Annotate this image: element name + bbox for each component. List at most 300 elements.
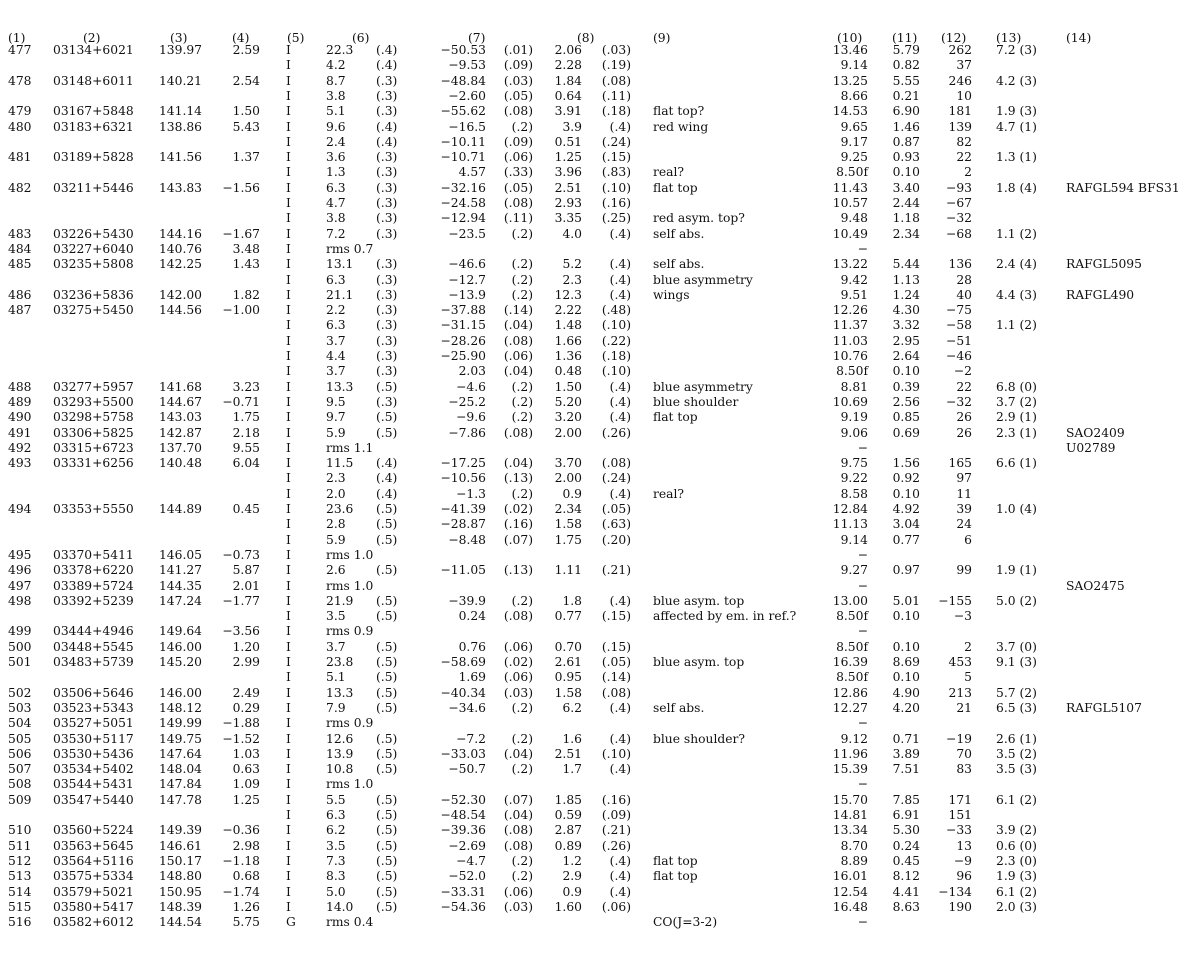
- cell-source-number: 486: [8, 287, 32, 302]
- cell-tmb-error: (.5): [376, 853, 398, 868]
- cell-luminosity: 1.8 (4): [996, 180, 1037, 195]
- cell-galactic-lat: 1.37: [232, 150, 260, 165]
- cell-velocity-value: −11.05: [440, 563, 486, 578]
- col-8-header: (8): [577, 31, 595, 45]
- cell-galactic-lon: 140.48: [158, 456, 202, 471]
- cell-height: −67: [946, 196, 972, 210]
- cell-tmb-value: 2.3: [326, 471, 346, 486]
- cell-remark: blue asymmetry: [653, 272, 753, 287]
- cell-tmb-error: (.5): [376, 639, 398, 654]
- cell-velocity-error: (.2): [511, 394, 533, 409]
- col-2-header: (2): [83, 31, 101, 45]
- cell-width-error: (.05): [601, 502, 631, 516]
- cell-tmb-value: 5.9: [326, 532, 346, 547]
- cell-galactic-lat: 5.75: [232, 915, 260, 930]
- cell-width-value: 2.00: [554, 471, 582, 486]
- cell-survey-flag: I: [286, 853, 291, 868]
- cell-survey-flag: I: [286, 165, 291, 180]
- cell-width-value: 0.89: [554, 838, 582, 853]
- cell-distance: 9.06: [840, 425, 868, 440]
- cell-distance: 16.39: [832, 655, 868, 669]
- cell-galactic-lat: 0.29: [232, 700, 260, 715]
- table-row: [0, 394, 1200, 410]
- cell-tmb-value: rms 0.4: [326, 915, 374, 930]
- cell-tmb-value: 11.5: [326, 456, 354, 471]
- cell-width-error: (.22): [601, 333, 631, 348]
- cell-distance: 13.22: [832, 257, 868, 272]
- cell-source-number: 493: [8, 456, 32, 471]
- cell-iras-name: 03353+5550: [53, 502, 134, 516]
- cell-remark: red asym. top?: [653, 211, 745, 226]
- cell-galactic-lat: 1.50: [232, 104, 260, 119]
- cell-width-value: 2.51: [554, 180, 582, 195]
- cell-velocity-error: (.05): [503, 180, 533, 195]
- cell-width-error: (.26): [601, 425, 631, 440]
- cell-width-error: (.4): [609, 884, 631, 899]
- cell-velocity-error: (.2): [511, 869, 533, 884]
- cell-width-value: 0.9: [562, 884, 582, 899]
- cell-distance: 11.03: [832, 333, 868, 348]
- cell-galactic-lat: 1.25: [232, 792, 260, 807]
- cell-galactocentric: 5.01: [892, 593, 920, 608]
- cell-height: 37: [956, 58, 972, 73]
- cell-survey-flag: I: [286, 700, 291, 715]
- cell-width-error: (.18): [601, 349, 631, 363]
- cell-galactic-lon: 145.20: [158, 655, 202, 669]
- cell-tmb-error: (.3): [376, 226, 398, 241]
- cell-velocity-value: −48.54: [440, 808, 486, 822]
- cell-velocity-value: −2.60: [448, 88, 486, 103]
- cell-velocity-error: (.11): [503, 211, 533, 226]
- cell-survey-flag: I: [286, 471, 291, 486]
- cell-distance: 8.58: [840, 486, 868, 501]
- table-row: [0, 838, 1200, 854]
- cell-galactic-lon: 147.24: [158, 593, 202, 608]
- cell-survey-flag: I: [286, 364, 291, 379]
- cell-velocity-error: (.06): [503, 670, 533, 685]
- cell-luminosity: 1.0 (4): [996, 502, 1037, 516]
- table-row: [0, 578, 1200, 594]
- cell-galactocentric: 1.46: [892, 119, 920, 134]
- cell-height: 165: [948, 456, 972, 471]
- cell-distance: 13.00: [832, 593, 868, 608]
- cell-alt-name: RAFGL5095: [1066, 257, 1142, 272]
- cell-iras-name: 03227+6040: [53, 241, 134, 256]
- cell-alt-name: SAO2409: [1066, 425, 1125, 440]
- cell-velocity-value: −54.36: [440, 899, 486, 914]
- cell-iras-name: 03134+6021: [53, 43, 134, 57]
- cell-tmb-value: 3.5: [326, 609, 346, 624]
- cell-iras-name: 03277+5957: [53, 379, 134, 394]
- cell-width-value: 0.64: [554, 88, 582, 103]
- col-7-header: (7): [468, 31, 486, 45]
- cell-velocity-error: (.14): [503, 303, 533, 318]
- cell-iras-name: 03293+5500: [53, 394, 134, 409]
- cell-velocity-value: 0.24: [458, 609, 486, 624]
- cell-tmb-error: (.4): [376, 58, 398, 73]
- cell-width-value: 0.9: [562, 486, 582, 501]
- cell-survey-flag: I: [286, 43, 291, 57]
- cell-tmb-error: (.3): [376, 257, 398, 272]
- cell-remark: self abs.: [653, 226, 705, 241]
- table-row: [0, 149, 1200, 165]
- cell-velocity-error: (.13): [503, 471, 533, 486]
- cell-height: −2: [953, 364, 972, 379]
- cell-remark: blue shoulder?: [653, 731, 746, 746]
- cell-galactocentric: 0.10: [892, 609, 920, 624]
- cell-source-number: 491: [8, 425, 32, 440]
- col-6-header: (6): [352, 31, 370, 45]
- cell-remark: flat top: [653, 180, 698, 195]
- cell-source-number: 489: [8, 394, 32, 409]
- cell-galactocentric: 5.30: [892, 823, 920, 838]
- cell-distance: 16.01: [832, 869, 868, 884]
- cell-height: 139: [948, 119, 972, 134]
- cell-galactic-lon: 141.27: [158, 563, 202, 578]
- table-row: [0, 379, 1200, 395]
- cell-height: −68: [946, 226, 972, 241]
- cell-luminosity: 6.1 (2): [996, 792, 1037, 807]
- cell-tmb-value: 3.5: [326, 838, 346, 853]
- cell-tmb-error: (.4): [376, 43, 398, 57]
- cell-source-number: 511: [8, 838, 32, 853]
- cell-velocity-value: −39.9: [448, 593, 486, 608]
- cell-width-error: (.15): [601, 639, 631, 654]
- cell-distance: 8.89: [840, 853, 868, 868]
- cell-galactic-lat: 9.55: [232, 440, 260, 455]
- cell-velocity-error: (.04): [503, 364, 533, 379]
- cell-iras-name: 03306+5825: [53, 425, 134, 440]
- table-row: [0, 57, 1200, 73]
- table-row: [0, 700, 1200, 716]
- cell-galactic-lat: 1.75: [232, 410, 260, 425]
- cell-galactocentric: 0.92: [892, 471, 920, 486]
- cell-height: 22: [956, 379, 972, 394]
- cell-galactic-lat: 0.68: [232, 869, 260, 884]
- cell-galactocentric: 5.55: [892, 73, 920, 88]
- table-row: [0, 884, 1200, 900]
- cell-galactic-lat: −3.56: [222, 624, 260, 639]
- cell-velocity-error: (.08): [503, 425, 533, 440]
- cell-galactocentric: 2.64: [892, 349, 920, 363]
- cell-width-value: 1.66: [554, 333, 582, 348]
- cell-distance: 9.19: [840, 410, 868, 425]
- cell-height: 5: [964, 670, 972, 685]
- cell-remark: flat top: [653, 869, 698, 884]
- cell-tmb-value: 9.6: [326, 119, 346, 134]
- cell-source-number: 498: [8, 593, 32, 608]
- cell-tmb-error: (.5): [376, 884, 398, 899]
- cell-velocity-error: (.08): [503, 823, 533, 838]
- cell-tmb-value: rms 1.1: [326, 440, 374, 455]
- cell-luminosity: 2.3 (0): [996, 853, 1037, 868]
- cell-tmb-error: (.3): [376, 303, 398, 318]
- cell-galactic-lon: 149.39: [158, 823, 202, 838]
- cell-source-number: 485: [8, 257, 32, 272]
- cell-galactocentric: 0.10: [892, 670, 920, 685]
- cell-tmb-error: (.5): [376, 655, 398, 669]
- cell-distance: 12.84: [832, 502, 868, 516]
- cell-tmb-value: 3.7: [326, 364, 346, 379]
- cell-survey-flag: I: [286, 716, 291, 731]
- cell-luminosity: 4.7 (1): [996, 119, 1037, 134]
- cell-iras-name: 03275+5450: [53, 303, 134, 318]
- cell-width-value: 3.91: [554, 104, 582, 119]
- cell-velocity-error: (.2): [511, 762, 533, 777]
- cell-distance: 9.65: [840, 119, 868, 134]
- cell-remark: real?: [653, 486, 685, 501]
- table-row: [0, 226, 1200, 242]
- cell-survey-flag: I: [286, 639, 291, 654]
- cell-velocity-value: −48.84: [440, 73, 486, 88]
- cell-tmb-error: (.4): [376, 471, 398, 486]
- cell-width-value: 0.95: [554, 670, 582, 685]
- cell-distance: 12.26: [832, 303, 868, 318]
- cell-survey-flag: I: [286, 226, 291, 241]
- cell-iras-name: 03298+5758: [53, 410, 134, 425]
- cell-velocity-error: (.08): [503, 609, 533, 624]
- table-row: [0, 425, 1200, 441]
- cell-tmb-value: rms 1.0: [326, 578, 374, 593]
- cell-galactocentric: 2.95: [892, 333, 920, 348]
- cell-luminosity: 3.7 (2): [996, 394, 1037, 409]
- cell-tmb-value: 2.8: [326, 517, 346, 532]
- cell-galactic-lon: 142.87: [158, 425, 202, 440]
- cell-width-error: (.08): [601, 456, 631, 471]
- cell-tmb-value: rms 0.7: [326, 241, 374, 256]
- table-row: [0, 822, 1200, 838]
- cell-tmb-value: 2.4: [326, 134, 346, 149]
- cell-width-value: 1.58: [554, 685, 582, 700]
- cell-iras-name: 03315+6723: [53, 440, 134, 455]
- cell-tmb-error: (.5): [376, 808, 398, 822]
- cell-tmb-value: 6.3: [326, 318, 346, 333]
- cell-height: 213: [948, 685, 972, 700]
- cell-velocity-value: −33.03: [440, 746, 486, 761]
- col-1-header: (1): [8, 31, 26, 45]
- cell-galactocentric: 0.93: [892, 150, 920, 165]
- cell-galactocentric: 1.18: [892, 211, 920, 226]
- cell-survey-flag: I: [286, 425, 291, 440]
- cell-tmb-value: 8.7: [326, 73, 346, 88]
- cell-galactic-lon: 146.00: [158, 639, 202, 654]
- cell-galactic-lon: 147.78: [158, 792, 202, 807]
- cell-tmb-value: 10.8: [326, 762, 354, 777]
- cell-iras-name: 03560+5224: [53, 823, 134, 838]
- table-row: [0, 807, 1200, 823]
- cell-galactic-lat: 1.26: [232, 899, 260, 914]
- cell-tmb-error: (.5): [376, 700, 398, 715]
- cell-velocity-error: (.06): [503, 639, 533, 654]
- cell-remark: red wing: [653, 119, 709, 134]
- cell-survey-flag: I: [286, 73, 291, 88]
- cell-iras-name: 03235+5808: [53, 257, 134, 272]
- cell-tmb-error: (.5): [376, 532, 398, 547]
- cell-galactic-lon: 144.54: [158, 915, 202, 930]
- cell-tmb-value: 12.6: [326, 731, 354, 746]
- cell-tmb-value: 5.0: [326, 884, 346, 899]
- cell-width-error: (.14): [601, 670, 631, 685]
- cell-galactic-lon: 147.64: [158, 746, 202, 761]
- cell-height: −134: [938, 884, 972, 899]
- cell-width-value: 2.28: [554, 58, 582, 73]
- cell-tmb-error: (.4): [376, 119, 398, 134]
- cell-velocity-error: (.04): [503, 456, 533, 471]
- cell-source-number: 490: [8, 410, 32, 425]
- cell-tmb-error: (.5): [376, 746, 398, 761]
- table-row: [0, 685, 1200, 701]
- cell-luminosity: 2.6 (1): [996, 731, 1037, 746]
- table-row: [0, 409, 1200, 425]
- table-row: [0, 547, 1200, 563]
- cell-tmb-error: (.3): [376, 349, 398, 363]
- table-row: [0, 272, 1200, 288]
- cell-width-error: (.4): [609, 700, 631, 715]
- cell-tmb-error: (.3): [376, 394, 398, 409]
- cell-iras-name: 03189+5828: [53, 150, 134, 165]
- cell-width-value: 1.7: [562, 762, 582, 777]
- cell-galactocentric: 0.10: [892, 486, 920, 501]
- cell-distance: 8.70: [840, 838, 868, 853]
- cell-velocity-value: −55.62: [440, 104, 486, 119]
- cell-tmb-error: (.3): [376, 165, 398, 180]
- cell-luminosity: 6.1 (2): [996, 884, 1037, 899]
- cell-velocity-value: −2.69: [448, 838, 486, 853]
- cell-galactic-lon: 137.70: [158, 440, 202, 455]
- cell-luminosity: 5.0 (2): [996, 593, 1037, 608]
- cell-height: −58: [946, 318, 972, 333]
- table-row: [0, 470, 1200, 486]
- table-row: [0, 623, 1200, 639]
- cell-galactic-lon: 144.56: [158, 303, 202, 318]
- cell-distance: 9.12: [840, 731, 868, 746]
- cell-survey-flag: I: [286, 88, 291, 103]
- cell-survey-flag: I: [286, 257, 291, 272]
- cell-galactocentric: 6.91: [892, 808, 920, 822]
- cell-distance: 11.96: [832, 746, 868, 761]
- cell-tmb-error: (.5): [376, 502, 398, 516]
- cell-iras-name: 03226+5430: [53, 226, 134, 241]
- cell-tmb-value: 3.8: [326, 211, 346, 226]
- cell-survey-flag: I: [286, 318, 291, 333]
- cell-width-error: (.03): [601, 43, 631, 57]
- cell-width-value: 1.75: [554, 532, 582, 547]
- cell-source-number: 515: [8, 899, 32, 914]
- cell-survey-flag: I: [286, 272, 291, 287]
- cell-luminosity: 9.1 (3): [996, 655, 1037, 669]
- cell-tmb-error: (.3): [376, 287, 398, 302]
- cell-source-number: 495: [8, 547, 32, 562]
- cell-distance: 16.48: [832, 899, 868, 914]
- cell-source-number: 494: [8, 502, 32, 516]
- table-row: [0, 853, 1200, 869]
- cell-survey-flag: I: [286, 777, 291, 792]
- cell-width-error: (.19): [601, 58, 631, 73]
- cell-galactic-lon: 138.86: [158, 119, 202, 134]
- table-row: [0, 348, 1200, 364]
- cell-width-error: (.10): [601, 746, 631, 761]
- cell-width-error: (.4): [609, 119, 631, 134]
- cell-width-error: (.08): [601, 685, 631, 700]
- cell-velocity-value: −37.88: [440, 303, 486, 318]
- cell-width-error: (.16): [601, 196, 631, 210]
- cell-width-value: 2.51: [554, 746, 582, 761]
- cell-survey-flag: I: [286, 792, 291, 807]
- cell-velocity-error: (.09): [503, 134, 533, 149]
- cell-galactic-lon: 149.64: [158, 624, 202, 639]
- cell-galactic-lon: 141.14: [158, 104, 202, 119]
- cell-tmb-error: (.4): [376, 486, 398, 501]
- cell-galactic-lon: 146.00: [158, 685, 202, 700]
- table-row: [0, 669, 1200, 685]
- cell-source-number: 500: [8, 639, 32, 654]
- cell-velocity-error: (.06): [503, 150, 533, 165]
- cell-galactic-lon: 144.35: [158, 578, 202, 593]
- cell-galactocentric: 5.44: [892, 257, 920, 272]
- cell-tmb-error: (.5): [376, 792, 398, 807]
- cell-galactic-lon: 150.95: [158, 884, 202, 899]
- cell-height: 190: [948, 899, 972, 914]
- cell-galactocentric: 4.30: [892, 303, 920, 318]
- cell-galactic-lat: −1.77: [222, 593, 260, 608]
- cell-source-number: 496: [8, 563, 32, 578]
- cell-source-number: 505: [8, 731, 32, 746]
- cell-velocity-error: (.16): [503, 517, 533, 532]
- cell-source-number: 492: [8, 440, 32, 455]
- cell-galactic-lat: 0.45: [232, 502, 260, 516]
- cell-velocity-error: (.2): [511, 379, 533, 394]
- cell-galactic-lat: 5.87: [232, 563, 260, 578]
- cell-velocity-error: (.08): [503, 104, 533, 119]
- cell-distance: 8.66: [840, 88, 868, 103]
- cell-tmb-value: 23.6: [326, 502, 354, 516]
- cell-width-value: 0.70: [554, 639, 582, 654]
- cell-width-value: 2.34: [554, 502, 582, 516]
- cell-remark: flat top: [653, 853, 698, 868]
- cell-tmb-value: 7.2: [326, 226, 346, 241]
- cell-width-error: (.06): [601, 899, 631, 914]
- cell-velocity-value: −10.11: [440, 134, 486, 149]
- cell-velocity-error: (.2): [511, 593, 533, 608]
- cell-luminosity: 1.9 (1): [996, 563, 1037, 578]
- cell-tmb-value: 13.1: [326, 257, 354, 272]
- cell-velocity-value: −13.9: [448, 287, 486, 302]
- table-row: [0, 455, 1200, 471]
- cell-velocity-error: (.08): [503, 838, 533, 853]
- cell-width-value: 2.3: [562, 272, 582, 287]
- cell-remark: blue asymmetry: [653, 379, 753, 394]
- table-row: [0, 639, 1200, 655]
- cell-iras-name: 03580+5417: [53, 899, 134, 914]
- cell-width-value: 2.93: [554, 196, 582, 210]
- table-row: [0, 302, 1200, 318]
- cell-survey-flag: I: [286, 547, 291, 562]
- cell-survey-flag: I: [286, 287, 291, 302]
- cell-height: 151: [948, 808, 972, 822]
- cell-height: 136: [948, 257, 972, 272]
- cell-velocity-error: (.33): [503, 165, 533, 180]
- cell-source-number: 499: [8, 624, 32, 639]
- cell-source-number: 483: [8, 226, 32, 241]
- cell-source-number: 501: [8, 655, 32, 669]
- cell-velocity-error: (.06): [503, 884, 533, 899]
- cell-width-value: 1.85: [554, 792, 582, 807]
- cell-remark: self abs.: [653, 700, 705, 715]
- cell-iras-name: 03530+5117: [53, 731, 134, 746]
- cell-tmb-value: 2.0: [326, 486, 346, 501]
- cell-height: 181: [948, 104, 972, 119]
- cell-tmb-error: (.5): [376, 563, 398, 578]
